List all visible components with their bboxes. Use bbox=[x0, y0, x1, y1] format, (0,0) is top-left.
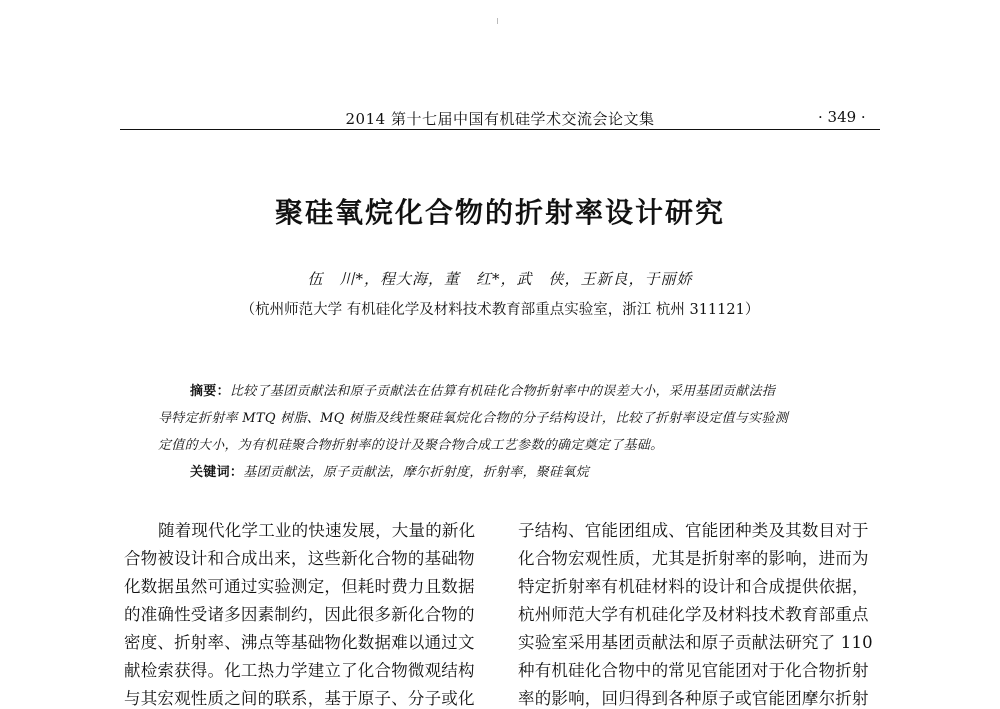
scan-mark bbox=[497, 18, 498, 24]
abstract-line: 导特定折射率 MTQ 树脂、MQ 树脂及线性聚硅氧烷化合物的分子结构设计，比较了折射率设定值与实验测 bbox=[158, 411, 789, 426]
header-rule bbox=[120, 129, 880, 130]
keywords-text: 基团贡献法，原子贡献法，摩尔折射度，折射率，聚硅氧烷 bbox=[243, 465, 590, 480]
page-number: · 349 · bbox=[818, 108, 866, 126]
body-line-left: 与其宏观性质之间的联系，基于原子、分子或化 bbox=[124, 689, 475, 708]
body-line-right: 率的影响，回归得到各种原子或官能团摩尔折射 bbox=[518, 689, 869, 708]
body-line-left: 密度、折射率、沸点等基础物化数据难以通过文 bbox=[124, 633, 475, 652]
author-list: 伍 川*，程大海，董 红*，武 侠，王新良，于丽娇 bbox=[307, 270, 693, 288]
body-line-right: 实验室采用基团贡献法和原子贡献法研究了 110 bbox=[518, 633, 873, 652]
affiliation: （杭州师范大学 有机硅化学及材料技术教育部重点实验室，浙江 杭州 311121） bbox=[240, 302, 760, 318]
keywords-line bbox=[190, 461, 589, 480]
abstract-line bbox=[190, 380, 775, 399]
running-header-title: 2014 第十七届中国有机硅学术交流会论文集 bbox=[345, 110, 655, 128]
abstract-line: 定值的大小，为有机硅聚合物折射率的设计及聚合物合成工艺参数的确定奠定了基础。 bbox=[158, 438, 664, 453]
abstract-label: 摘要： bbox=[190, 384, 230, 399]
body-line-left: 合物被设计和合成出来，这些新化合物的基础物 bbox=[124, 549, 475, 568]
keywords-label: 关键词： bbox=[190, 465, 244, 480]
body-line-left: 化数据虽然可通过实验测定，但耗时费力且数据 bbox=[124, 577, 475, 596]
body-line-right: 特定折射率有机硅材料的设计和合成提供依据， bbox=[518, 577, 869, 596]
body-line-left: 献检索获得。化工热力学建立了化合物微观结构 bbox=[124, 661, 475, 680]
abstract-text: 比较了基团贡献法和原子贡献法在估算有机硅化合物折射率中的误差大小，采用基团贡献法指 bbox=[229, 384, 776, 399]
body-line-right: 种有机硅化合物中的常见官能团对于化合物折射 bbox=[518, 661, 869, 680]
body-line-right: 杭州师范大学有机硅化学及材料技术教育部重点 bbox=[518, 605, 869, 624]
body-line-right: 化合物宏观性质，尤其是折射率的影响，进而为 bbox=[518, 549, 869, 568]
body-line-left: 随着现代化学工业的快速发展，大量的新化 bbox=[158, 521, 476, 540]
body-line-right: 子结构、官能团组成、官能团种类及其数目对于 bbox=[518, 521, 869, 540]
paper-title: 聚硅氧烷化合物的折射率设计研究 bbox=[274, 196, 725, 229]
body-line-left: 的准确性受诸多因素制约，因此很多新化合物的 bbox=[124, 605, 475, 624]
